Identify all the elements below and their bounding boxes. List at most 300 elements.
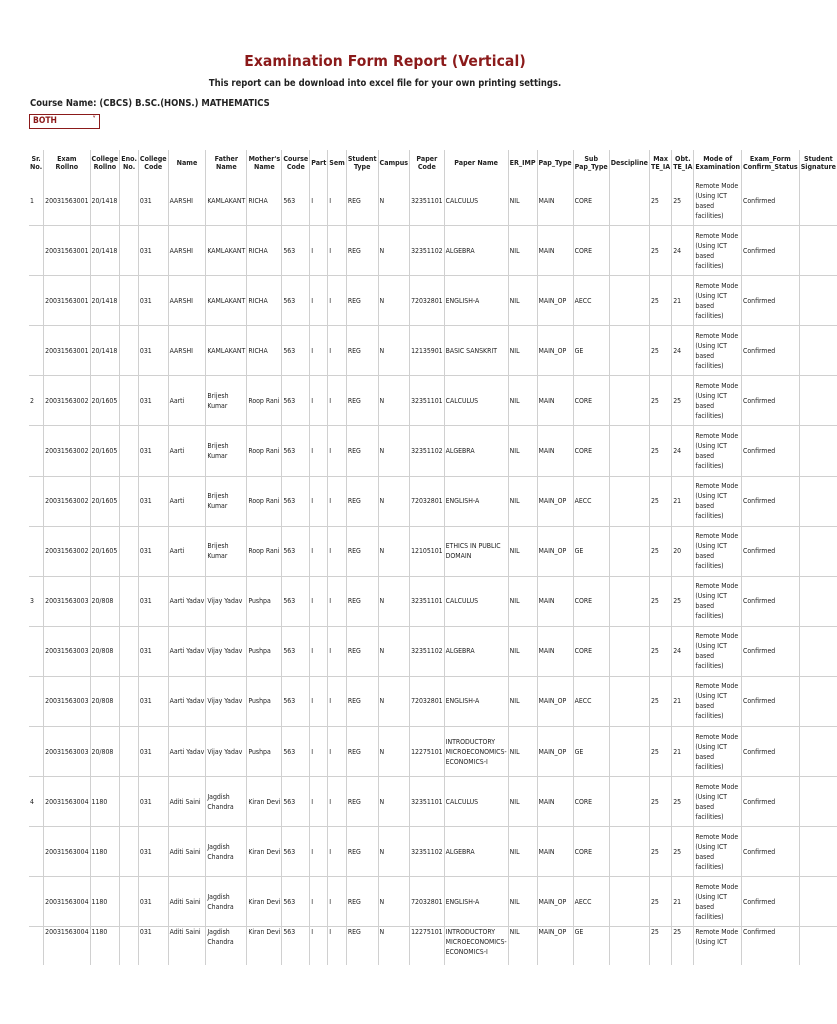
table-cell: 25 bbox=[649, 576, 671, 626]
table-cell: I bbox=[310, 676, 328, 726]
table-cell: KAMLAKANT bbox=[206, 326, 247, 376]
table-cell: Remote Mode (Using ICT based facilities) bbox=[694, 426, 742, 476]
table-cell: I bbox=[328, 526, 347, 576]
table-cell: 20/1418 bbox=[90, 326, 120, 376]
table-cell: Aarti Yadav bbox=[168, 676, 206, 726]
table-cell: 563 bbox=[282, 927, 310, 966]
column-header: Student Type bbox=[346, 150, 378, 176]
table-cell: I bbox=[328, 727, 347, 777]
table-cell: Aditi Saini bbox=[168, 877, 206, 927]
table-cell bbox=[609, 676, 649, 726]
table-cell bbox=[120, 576, 139, 626]
table-cell: Pushpa bbox=[247, 676, 282, 726]
table-cell: 25 bbox=[649, 777, 671, 827]
table-cell: 1180 bbox=[90, 877, 120, 927]
table-cell: I bbox=[328, 777, 347, 827]
table-cell bbox=[120, 276, 139, 326]
table-cell: 20 bbox=[672, 526, 694, 576]
table-cell bbox=[799, 426, 837, 476]
table-cell bbox=[609, 376, 649, 426]
table-cell: I bbox=[310, 426, 328, 476]
table-header-row bbox=[29, 150, 837, 176]
table-cell: GE bbox=[573, 927, 609, 966]
table-cell: 4 bbox=[29, 777, 44, 827]
table-cell: 563 bbox=[282, 226, 310, 276]
table-cell: 24 bbox=[672, 426, 694, 476]
table-cell: Pushpa bbox=[247, 727, 282, 777]
table-cell: Remote Mode (Using ICT based facilities) bbox=[694, 576, 742, 626]
table-cell: Brijesh Kumar bbox=[206, 376, 247, 426]
table-cell: Remote Mode (Using ICT based facilities) bbox=[694, 176, 742, 226]
table-cell bbox=[799, 526, 837, 576]
table-cell: Brijesh Kumar bbox=[206, 526, 247, 576]
table-cell: Confirmed bbox=[742, 226, 800, 276]
table-cell: REG bbox=[346, 626, 378, 676]
table-body bbox=[29, 176, 837, 965]
table-cell: NIL bbox=[508, 176, 537, 226]
table-cell: REG bbox=[346, 426, 378, 476]
table-cell: 25 bbox=[649, 476, 671, 526]
table-cell: N bbox=[378, 526, 410, 576]
table-row bbox=[29, 526, 837, 576]
table-cell: ENGLISH-A bbox=[444, 476, 508, 526]
table-row bbox=[29, 576, 837, 626]
table-cell: I bbox=[310, 576, 328, 626]
table-cell: Confirmed bbox=[742, 877, 800, 927]
table-cell: 20031563003 bbox=[44, 727, 90, 777]
table-cell: Aarti bbox=[168, 526, 206, 576]
table-cell: 32351101 bbox=[410, 576, 445, 626]
report-title: Examination Form Report (Vertical) bbox=[244, 52, 526, 70]
table-cell bbox=[29, 827, 44, 877]
table-cell: INTRODUCTORY MICROECONOMICS-ECONOMICS-I bbox=[444, 727, 508, 777]
table-cell: Remote Mode (Using ICT based facilities) bbox=[694, 376, 742, 426]
table-cell: 031 bbox=[138, 626, 168, 676]
table-cell: I bbox=[328, 476, 347, 526]
table-cell: 25 bbox=[672, 576, 694, 626]
table-cell: I bbox=[310, 476, 328, 526]
filter-select[interactable] bbox=[29, 114, 100, 129]
table-cell: Aditi Saini bbox=[168, 777, 206, 827]
table-cell bbox=[609, 927, 649, 966]
table-cell: 1180 bbox=[90, 777, 120, 827]
table-cell bbox=[609, 827, 649, 877]
table-cell bbox=[799, 777, 837, 827]
table-cell: 21 bbox=[672, 476, 694, 526]
column-header: Paper Code bbox=[410, 150, 445, 176]
table-cell: 25 bbox=[649, 226, 671, 276]
table-cell: REG bbox=[346, 777, 378, 827]
table-cell bbox=[29, 426, 44, 476]
table-cell: I bbox=[310, 727, 328, 777]
table-cell: Remote Mode (Using ICT based facilities) bbox=[694, 276, 742, 326]
table-cell: 031 bbox=[138, 877, 168, 927]
table-cell: Confirmed bbox=[742, 576, 800, 626]
table-cell bbox=[609, 576, 649, 626]
table-cell: I bbox=[310, 626, 328, 676]
table-cell: 20/1605 bbox=[90, 476, 120, 526]
table-cell: ETHICS IN PUBLIC DOMAIN bbox=[444, 526, 508, 576]
table-cell: ALGEBRA bbox=[444, 426, 508, 476]
table-cell: MAIN bbox=[537, 777, 573, 827]
table-cell: Brijesh Kumar bbox=[206, 476, 247, 526]
table-cell: 20/1418 bbox=[90, 226, 120, 276]
table-cell: REG bbox=[346, 326, 378, 376]
table-cell: 563 bbox=[282, 376, 310, 426]
table-cell: Remote Mode (Using ICT based facilities) bbox=[694, 626, 742, 676]
table-cell: 20031563002 bbox=[44, 376, 90, 426]
table-cell: 031 bbox=[138, 326, 168, 376]
column-header: Name bbox=[168, 150, 206, 176]
table-cell: Confirmed bbox=[742, 676, 800, 726]
table-cell: RICHA bbox=[247, 326, 282, 376]
table-cell: RICHA bbox=[247, 176, 282, 226]
table-cell: 031 bbox=[138, 176, 168, 226]
table-cell: 1180 bbox=[90, 827, 120, 877]
table-cell: REG bbox=[346, 276, 378, 326]
table-cell: 12275101 bbox=[410, 927, 445, 966]
table-cell bbox=[799, 176, 837, 226]
table-cell: Confirmed bbox=[742, 526, 800, 576]
table-cell bbox=[799, 326, 837, 376]
table-cell: I bbox=[328, 877, 347, 927]
table-cell: 20031563004 bbox=[44, 827, 90, 877]
table-cell: 563 bbox=[282, 626, 310, 676]
table-cell: CORE bbox=[573, 176, 609, 226]
table-cell: Confirmed bbox=[742, 426, 800, 476]
table-cell: 20031563002 bbox=[44, 526, 90, 576]
table-cell: Roop Rani bbox=[247, 476, 282, 526]
table-cell: Confirmed bbox=[742, 176, 800, 226]
table-cell: 25 bbox=[649, 176, 671, 226]
table-cell: I bbox=[310, 326, 328, 376]
table-cell: 031 bbox=[138, 526, 168, 576]
table-cell: I bbox=[310, 927, 328, 966]
table-cell: Remote Mode (Using ICT based facilities) bbox=[694, 326, 742, 376]
table-cell: Remote Mode (Using ICT based facilities) bbox=[694, 476, 742, 526]
table-row bbox=[29, 676, 837, 726]
table-cell: I bbox=[310, 226, 328, 276]
table-cell: Confirmed bbox=[742, 777, 800, 827]
table-cell: CALCULUS bbox=[444, 576, 508, 626]
table-cell: 32351102 bbox=[410, 626, 445, 676]
table-cell: 25 bbox=[672, 927, 694, 966]
table-cell: 20031563002 bbox=[44, 426, 90, 476]
table-cell bbox=[120, 476, 139, 526]
table-cell: Remote Mode (Using ICT based facilities) bbox=[694, 226, 742, 276]
table-cell bbox=[609, 276, 649, 326]
table-cell: 21 bbox=[672, 276, 694, 326]
table-cell bbox=[799, 276, 837, 326]
table-cell: MAIN bbox=[537, 576, 573, 626]
table-cell: N bbox=[378, 376, 410, 426]
table-cell: NIL bbox=[508, 676, 537, 726]
table-cell: Remote Mode (Using ICT based facilities) bbox=[694, 526, 742, 576]
table-cell: 1180 bbox=[90, 927, 120, 966]
table-cell: I bbox=[328, 176, 347, 226]
table-cell: ALGEBRA bbox=[444, 626, 508, 676]
table-cell bbox=[29, 326, 44, 376]
table-cell: Aarti Yadav bbox=[168, 727, 206, 777]
table-row bbox=[29, 626, 837, 676]
table-cell: ALGEBRA bbox=[444, 827, 508, 877]
table-cell: 031 bbox=[138, 827, 168, 877]
table-cell: REG bbox=[346, 226, 378, 276]
table-cell bbox=[120, 626, 139, 676]
table-cell: 25 bbox=[672, 376, 694, 426]
table-cell: Aditi Saini bbox=[168, 827, 206, 877]
table-cell: CORE bbox=[573, 576, 609, 626]
table-cell: REG bbox=[346, 927, 378, 966]
table-cell: MAIN bbox=[537, 176, 573, 226]
table-cell: CALCULUS bbox=[444, 376, 508, 426]
table-cell bbox=[29, 877, 44, 927]
table-cell: I bbox=[328, 276, 347, 326]
table-cell: GE bbox=[573, 727, 609, 777]
table-cell: MAIN bbox=[537, 426, 573, 476]
table-cell bbox=[799, 576, 837, 626]
table-cell: 20031563001 bbox=[44, 276, 90, 326]
table-cell: MAIN bbox=[537, 626, 573, 676]
table-cell: AECC bbox=[573, 676, 609, 726]
table-cell: KAMLAKANT bbox=[206, 176, 247, 226]
table-cell: Jagdish Chandra bbox=[206, 927, 247, 966]
table-cell bbox=[29, 676, 44, 726]
table-cell bbox=[120, 326, 139, 376]
table-cell: 25 bbox=[649, 827, 671, 877]
table-cell: 21 bbox=[672, 727, 694, 777]
table-cell: 563 bbox=[282, 276, 310, 326]
table-cell: I bbox=[328, 827, 347, 877]
table-cell: Kiran Devi bbox=[247, 827, 282, 877]
table-cell: 563 bbox=[282, 777, 310, 827]
table-cell: Vijay Yadav bbox=[206, 676, 247, 726]
table-cell bbox=[29, 226, 44, 276]
table-cell: REG bbox=[346, 376, 378, 426]
table-cell: 72032801 bbox=[410, 476, 445, 526]
table-cell: 563 bbox=[282, 476, 310, 526]
table-cell: 20/808 bbox=[90, 576, 120, 626]
table-cell: 72032801 bbox=[410, 676, 445, 726]
table-cell: 72032801 bbox=[410, 877, 445, 927]
table-cell: CORE bbox=[573, 777, 609, 827]
table-cell: 24 bbox=[672, 626, 694, 676]
table-cell bbox=[29, 526, 44, 576]
table-cell: 563 bbox=[282, 877, 310, 927]
table-cell: 031 bbox=[138, 576, 168, 626]
table-cell: 25 bbox=[672, 777, 694, 827]
table-cell bbox=[799, 376, 837, 426]
table-cell: NIL bbox=[508, 376, 537, 426]
table-cell: N bbox=[378, 326, 410, 376]
table-cell bbox=[120, 226, 139, 276]
table-row bbox=[29, 226, 837, 276]
column-header: Mother's Name bbox=[247, 150, 282, 176]
column-header: Mode of Examination bbox=[694, 150, 742, 176]
table-cell: 25 bbox=[649, 276, 671, 326]
table-cell: NIL bbox=[508, 476, 537, 526]
table-cell bbox=[609, 426, 649, 476]
column-header: Sub Pap_Type bbox=[573, 150, 609, 176]
column-header: Father Name bbox=[206, 150, 247, 176]
table-cell bbox=[120, 676, 139, 726]
table-cell bbox=[609, 226, 649, 276]
table-cell bbox=[29, 927, 44, 966]
table-cell: 25 bbox=[649, 626, 671, 676]
table-cell: 20/808 bbox=[90, 676, 120, 726]
table-cell: 25 bbox=[649, 877, 671, 927]
table-cell: 031 bbox=[138, 476, 168, 526]
table-cell: INTRODUCTORY MICROECONOMICS-ECONOMICS-I bbox=[444, 927, 508, 966]
chevron-down-icon: ˅ bbox=[92, 115, 96, 124]
table-cell: Kiran Devi bbox=[247, 927, 282, 966]
table-cell: AARSHI bbox=[168, 276, 206, 326]
table-cell: 563 bbox=[282, 676, 310, 726]
table-cell: 031 bbox=[138, 777, 168, 827]
table-cell: Confirmed bbox=[742, 827, 800, 877]
table-cell bbox=[799, 727, 837, 777]
table-row bbox=[29, 176, 837, 226]
table-cell: CORE bbox=[573, 426, 609, 476]
table-cell: MAIN_OP bbox=[537, 927, 573, 966]
table-cell: I bbox=[310, 526, 328, 576]
table-row bbox=[29, 426, 837, 476]
table-cell: BASIC SANSKRIT bbox=[444, 326, 508, 376]
table-cell bbox=[609, 476, 649, 526]
table-row bbox=[29, 476, 837, 526]
table-cell bbox=[120, 727, 139, 777]
table-cell: 031 bbox=[138, 276, 168, 326]
table-cell: Roop Rani bbox=[247, 376, 282, 426]
table-cell: NIL bbox=[508, 326, 537, 376]
table-cell: AECC bbox=[573, 877, 609, 927]
table-cell: 031 bbox=[138, 226, 168, 276]
table-cell: 20031563004 bbox=[44, 877, 90, 927]
table-cell: N bbox=[378, 676, 410, 726]
table-cell: Aarti bbox=[168, 426, 206, 476]
table-row bbox=[29, 376, 837, 426]
table-cell: I bbox=[328, 626, 347, 676]
column-header: Part bbox=[310, 150, 328, 176]
table-cell: MAIN_OP bbox=[537, 526, 573, 576]
column-header: Obt. TE_IA bbox=[672, 150, 694, 176]
table-cell bbox=[120, 376, 139, 426]
table-cell: AARSHI bbox=[168, 176, 206, 226]
table-cell bbox=[120, 827, 139, 877]
table-cell: 20031563001 bbox=[44, 226, 90, 276]
table-cell: ENGLISH-A bbox=[444, 276, 508, 326]
table-cell: 20/1605 bbox=[90, 526, 120, 576]
table-cell bbox=[609, 777, 649, 827]
table-cell: 25 bbox=[649, 676, 671, 726]
table-cell: 25 bbox=[649, 426, 671, 476]
table-cell: AARSHI bbox=[168, 226, 206, 276]
table-cell: AECC bbox=[573, 476, 609, 526]
table-cell: KAMLAKANT bbox=[206, 276, 247, 326]
column-header: Eno. No. bbox=[120, 150, 139, 176]
table-cell: Confirmed bbox=[742, 376, 800, 426]
table-cell: CALCULUS bbox=[444, 176, 508, 226]
table-cell: 031 bbox=[138, 376, 168, 426]
table-cell: 25 bbox=[672, 827, 694, 877]
table-cell: ALGEBRA bbox=[444, 226, 508, 276]
table-cell: I bbox=[328, 927, 347, 966]
table-cell: 20031563003 bbox=[44, 676, 90, 726]
table-cell: 031 bbox=[138, 426, 168, 476]
column-header: College Rollno bbox=[90, 150, 120, 176]
table-cell: 563 bbox=[282, 526, 310, 576]
table-cell: NIL bbox=[508, 626, 537, 676]
table-cell bbox=[799, 927, 837, 966]
table-cell: 12135901 bbox=[410, 326, 445, 376]
table-cell: 563 bbox=[282, 827, 310, 877]
table-cell: REG bbox=[346, 827, 378, 877]
table-cell: NIL bbox=[508, 226, 537, 276]
table-row bbox=[29, 276, 837, 326]
table-cell bbox=[29, 276, 44, 326]
table-cell: Jagdish Chandra bbox=[206, 777, 247, 827]
table-cell: 72032801 bbox=[410, 276, 445, 326]
table-cell: 21 bbox=[672, 676, 694, 726]
table-cell: MAIN bbox=[537, 827, 573, 877]
table-cell: I bbox=[310, 877, 328, 927]
table-cell: MAIN bbox=[537, 226, 573, 276]
table-cell bbox=[120, 426, 139, 476]
table-cell: 20031563002 bbox=[44, 476, 90, 526]
table-cell: I bbox=[328, 326, 347, 376]
filter-select-value: BOTH bbox=[33, 116, 57, 126]
table-cell: Remote Mode (Using ICT based facilities) bbox=[694, 827, 742, 877]
table-cell: KAMLAKANT bbox=[206, 226, 247, 276]
table-cell: 32351102 bbox=[410, 226, 445, 276]
table-cell: Jagdish Chandra bbox=[206, 827, 247, 877]
table-cell: Aarti Yadav bbox=[168, 576, 206, 626]
column-header: Sem bbox=[328, 150, 347, 176]
table-cell bbox=[120, 877, 139, 927]
table-cell: 20031563004 bbox=[44, 777, 90, 827]
table-cell: I bbox=[310, 176, 328, 226]
table-cell: 563 bbox=[282, 176, 310, 226]
table-cell: 563 bbox=[282, 326, 310, 376]
table-cell: MAIN bbox=[537, 376, 573, 426]
table-cell: MAIN_OP bbox=[537, 476, 573, 526]
table-cell: 031 bbox=[138, 927, 168, 966]
table-cell: 24 bbox=[672, 326, 694, 376]
table-cell: I bbox=[328, 376, 347, 426]
table-cell: Aarti bbox=[168, 376, 206, 426]
table-cell: CORE bbox=[573, 626, 609, 676]
table-cell: GE bbox=[573, 526, 609, 576]
column-header: Pap_Type bbox=[537, 150, 573, 176]
table-cell: I bbox=[310, 827, 328, 877]
table-cell: MAIN_OP bbox=[537, 326, 573, 376]
table-cell: REG bbox=[346, 176, 378, 226]
table-row bbox=[29, 326, 837, 376]
table-cell: 25 bbox=[649, 927, 671, 966]
table-cell: N bbox=[378, 827, 410, 877]
table-cell: 1 bbox=[29, 176, 44, 226]
table-cell: Aarti Yadav bbox=[168, 626, 206, 676]
table-cell bbox=[799, 827, 837, 877]
table-cell: N bbox=[378, 226, 410, 276]
table-cell: NIL bbox=[508, 927, 537, 966]
table-row bbox=[29, 827, 837, 877]
table-cell bbox=[120, 526, 139, 576]
table-cell: 3 bbox=[29, 576, 44, 626]
table-cell: 20031563004 bbox=[44, 927, 90, 966]
table-cell: Kiran Devi bbox=[247, 877, 282, 927]
table-cell: N bbox=[378, 576, 410, 626]
